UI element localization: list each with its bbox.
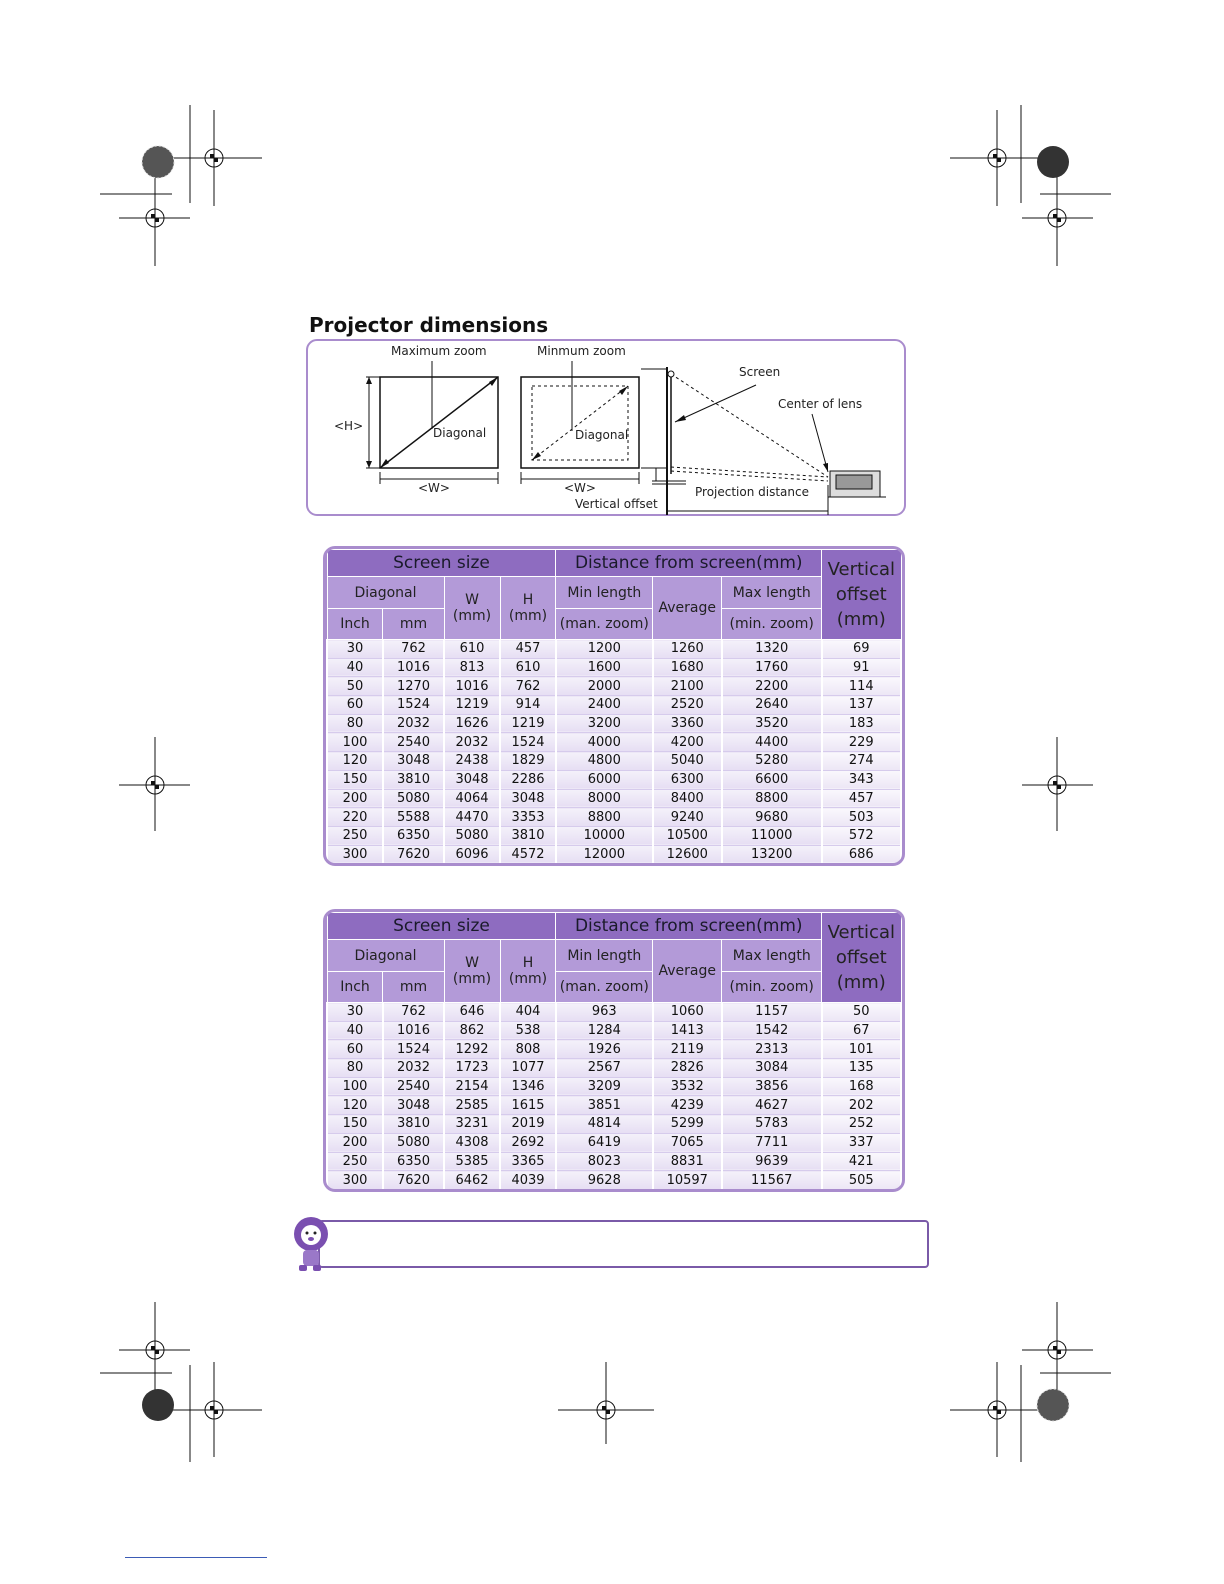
table-cell: 1016 xyxy=(444,677,500,696)
table-cell: 4000 xyxy=(556,733,653,752)
dimensions-table-2 xyxy=(323,909,905,1192)
w-header: W (mm) xyxy=(444,577,500,640)
vertical-offset-header: Vertical offset (mm) xyxy=(822,913,901,1003)
table-cell: 4239 xyxy=(653,1096,722,1115)
table-cell: 10597 xyxy=(653,1171,722,1189)
table-cell: 2032 xyxy=(444,733,500,752)
table-cell: 1926 xyxy=(556,1040,653,1059)
table-cell: 2826 xyxy=(653,1059,722,1078)
table-cell: 5080 xyxy=(383,789,444,808)
table-cell: 2540 xyxy=(383,1077,444,1096)
table-row xyxy=(327,1003,901,1022)
table-cell: 4627 xyxy=(722,1096,822,1115)
table-cell: 11567 xyxy=(722,1171,822,1189)
table-cell: 2585 xyxy=(444,1096,500,1115)
mm-header: mm xyxy=(383,609,444,640)
table-cell: 3810 xyxy=(383,770,444,789)
table-cell: 120 xyxy=(327,752,383,771)
table-cell: 60 xyxy=(327,1040,383,1059)
table-cell: 274 xyxy=(822,752,901,771)
table-cell: 7620 xyxy=(383,845,444,863)
table-cell: 80 xyxy=(327,1059,383,1078)
table-cell: 1260 xyxy=(653,640,722,659)
table-cell: 4800 xyxy=(556,752,653,771)
table-cell: 300 xyxy=(327,1171,383,1189)
table-cell: 2400 xyxy=(556,696,653,715)
min-length-header: Min length xyxy=(556,940,653,972)
table-cell: 2154 xyxy=(444,1077,500,1096)
average-header: Average xyxy=(653,940,722,1003)
table-cell: 610 xyxy=(444,640,500,659)
table-cell: 5299 xyxy=(653,1115,722,1134)
distance-header: Distance from screen(mm) xyxy=(556,550,822,577)
table-cell: 8023 xyxy=(556,1152,653,1171)
table-cell: 1219 xyxy=(500,714,556,733)
mm-header: mm xyxy=(383,972,444,1003)
table-cell: 2200 xyxy=(722,677,822,696)
table-cell: 3048 xyxy=(383,1096,444,1115)
min-zoom-label: Minmum zoom xyxy=(537,344,626,358)
table-cell: 2640 xyxy=(722,696,822,715)
table-cell: 9639 xyxy=(722,1152,822,1171)
table-cell: 4200 xyxy=(653,733,722,752)
table-cell: 250 xyxy=(327,1152,383,1171)
h-header: H (mm) xyxy=(500,940,556,1003)
table-cell: 91 xyxy=(822,658,901,677)
table-cell: 343 xyxy=(822,770,901,789)
table-cell: 120 xyxy=(327,1096,383,1115)
table-cell: 1346 xyxy=(500,1077,556,1096)
width-label-min: <W> xyxy=(564,481,596,495)
table-cell: 503 xyxy=(822,808,901,827)
table-cell: 1200 xyxy=(556,640,653,659)
table-cell: 2438 xyxy=(444,752,500,771)
table-cell: 60 xyxy=(327,696,383,715)
table-cell: 101 xyxy=(822,1040,901,1059)
table-cell: 1680 xyxy=(653,658,722,677)
table-cell: 67 xyxy=(822,1021,901,1040)
table-cell: 457 xyxy=(822,789,901,808)
table-cell: 80 xyxy=(327,714,383,733)
table-cell: 12600 xyxy=(653,845,722,863)
table-cell: 2286 xyxy=(500,770,556,789)
inch-header: Inch xyxy=(327,972,383,1003)
table-cell: 150 xyxy=(327,770,383,789)
table-cell: 1542 xyxy=(722,1021,822,1040)
table-cell: 69 xyxy=(822,640,901,659)
table-cell: 1219 xyxy=(444,696,500,715)
table-cell: 762 xyxy=(500,677,556,696)
table-cell: 114 xyxy=(822,677,901,696)
table-cell: 3048 xyxy=(383,752,444,771)
screen-size-header: Screen size xyxy=(327,913,556,940)
table-cell: 2567 xyxy=(556,1059,653,1078)
diagonal-label-min: Diagonal xyxy=(575,428,629,442)
w-header: W (mm) xyxy=(444,940,500,1003)
table-cell: 538 xyxy=(500,1021,556,1040)
table-cell: 220 xyxy=(327,808,383,827)
table-cell: 100 xyxy=(327,733,383,752)
table-cell: 6096 xyxy=(444,845,500,863)
diagonal-header: Diagonal xyxy=(327,577,444,609)
max-length-header: Max length xyxy=(722,577,822,609)
table-cell: 3532 xyxy=(653,1077,722,1096)
table-cell: 3353 xyxy=(500,808,556,827)
table-cell: 183 xyxy=(822,714,901,733)
table-cell: 6462 xyxy=(444,1171,500,1189)
max-length-header: Max length xyxy=(722,940,822,972)
table-cell: 229 xyxy=(822,733,901,752)
table-cell: 1157 xyxy=(722,1003,822,1022)
table-row xyxy=(327,845,901,863)
lion-mascot-icon xyxy=(289,1214,337,1276)
table-cell: 6419 xyxy=(556,1133,653,1152)
table-row xyxy=(327,1133,901,1152)
table-cell: 3209 xyxy=(556,1077,653,1096)
table-cell: 5588 xyxy=(383,808,444,827)
footer-rule xyxy=(125,1557,267,1558)
man-zoom-header: (man. zoom) xyxy=(556,609,653,640)
table-cell: 6000 xyxy=(556,770,653,789)
table-cell: 3200 xyxy=(556,714,653,733)
table-cell: 4308 xyxy=(444,1133,500,1152)
table-cell: 6350 xyxy=(383,1152,444,1171)
table-cell: 762 xyxy=(383,640,444,659)
diagonal-header: Diagonal xyxy=(327,940,444,972)
table-row xyxy=(327,770,901,789)
min-zoom-header: (min. zoom) xyxy=(722,972,822,1003)
table-cell: 4039 xyxy=(500,1171,556,1189)
table-cell: 1077 xyxy=(500,1059,556,1078)
table-cell: 3810 xyxy=(383,1115,444,1134)
table-cell: 1760 xyxy=(722,658,822,677)
table-cell: 10000 xyxy=(556,826,653,845)
table-row xyxy=(327,658,901,677)
table-row xyxy=(327,1059,901,1078)
table-cell: 168 xyxy=(822,1077,901,1096)
table-cell: 2000 xyxy=(556,677,653,696)
table-cell: 13200 xyxy=(722,845,822,863)
table-cell: 808 xyxy=(500,1040,556,1059)
table-cell: 3810 xyxy=(500,826,556,845)
width-label-max: <W> xyxy=(418,481,450,495)
table-cell: 6350 xyxy=(383,826,444,845)
table-cell: 1270 xyxy=(383,677,444,696)
table-cell: 252 xyxy=(822,1115,901,1134)
table-row xyxy=(327,733,901,752)
table-cell: 3365 xyxy=(500,1152,556,1171)
table-row xyxy=(327,1152,901,1171)
projection-diagram xyxy=(306,339,906,517)
table-cell: 200 xyxy=(327,789,383,808)
table-cell: 4572 xyxy=(500,845,556,863)
table-cell: 963 xyxy=(556,1003,653,1022)
table-cell: 646 xyxy=(444,1003,500,1022)
screen-label: Screen xyxy=(739,365,781,379)
table-row xyxy=(327,826,901,845)
table-cell: 337 xyxy=(822,1133,901,1152)
table-row xyxy=(327,808,901,827)
table-cell: 457 xyxy=(500,640,556,659)
table-cell: 12000 xyxy=(556,845,653,863)
table-cell: 137 xyxy=(822,696,901,715)
table-cell: 1829 xyxy=(500,752,556,771)
table-cell: 404 xyxy=(500,1003,556,1022)
table-cell: 5080 xyxy=(383,1133,444,1152)
table-cell: 2313 xyxy=(722,1040,822,1059)
man-zoom-header: (man. zoom) xyxy=(556,972,653,1003)
table-cell: 6300 xyxy=(653,770,722,789)
page-title: Projector dimensions xyxy=(309,313,549,337)
table-cell: 2520 xyxy=(653,696,722,715)
table-cell: 1524 xyxy=(383,696,444,715)
table-cell: 3084 xyxy=(722,1059,822,1078)
table-row xyxy=(327,1171,901,1189)
table-cell: 10500 xyxy=(653,826,722,845)
table-cell: 2119 xyxy=(653,1040,722,1059)
table-cell: 7711 xyxy=(722,1133,822,1152)
table-cell: 813 xyxy=(444,658,500,677)
table-cell: 3231 xyxy=(444,1115,500,1134)
vertical-offset-label: Vertical offset xyxy=(575,497,658,511)
table-cell: 30 xyxy=(327,1003,383,1022)
table-cell: 3048 xyxy=(500,789,556,808)
table-cell: 686 xyxy=(822,845,901,863)
table-cell: 1413 xyxy=(653,1021,722,1040)
table-row xyxy=(327,1077,901,1096)
table-cell: 505 xyxy=(822,1171,901,1189)
table-row xyxy=(327,1021,901,1040)
table-cell: 300 xyxy=(327,845,383,863)
table-cell: 8400 xyxy=(653,789,722,808)
table-row xyxy=(327,677,901,696)
h-header: H (mm) xyxy=(500,577,556,640)
table-cell: 5040 xyxy=(653,752,722,771)
table-cell: 8831 xyxy=(653,1152,722,1171)
table-row xyxy=(327,640,901,659)
table-cell: 50 xyxy=(327,677,383,696)
inch-header: Inch xyxy=(327,609,383,640)
table-cell: 9680 xyxy=(722,808,822,827)
table-cell: 2032 xyxy=(383,1059,444,1078)
projection-distance-label: Projection distance xyxy=(695,485,809,499)
table-cell: 1626 xyxy=(444,714,500,733)
center-of-lens-label: Center of lens xyxy=(778,397,863,411)
table-cell: 250 xyxy=(327,826,383,845)
table-cell: 2100 xyxy=(653,677,722,696)
table-cell: 8800 xyxy=(556,808,653,827)
table-row xyxy=(327,714,901,733)
height-label: <H> xyxy=(334,419,364,433)
table-cell: 1292 xyxy=(444,1040,500,1059)
table-cell: 2019 xyxy=(500,1115,556,1134)
table-cell: 4470 xyxy=(444,808,500,827)
table-cell: 202 xyxy=(822,1096,901,1115)
table-cell: 135 xyxy=(822,1059,901,1078)
table-cell: 8000 xyxy=(556,789,653,808)
table-cell: 6600 xyxy=(722,770,822,789)
table-cell: 7065 xyxy=(653,1133,722,1152)
distance-header: Distance from screen(mm) xyxy=(556,913,822,940)
table-cell: 11000 xyxy=(722,826,822,845)
table-cell: 40 xyxy=(327,1021,383,1040)
table-row xyxy=(327,789,901,808)
dimensions-table-1 xyxy=(323,546,905,866)
table-cell: 862 xyxy=(444,1021,500,1040)
table-cell: 762 xyxy=(383,1003,444,1022)
table-cell: 5280 xyxy=(722,752,822,771)
table-cell: 30 xyxy=(327,640,383,659)
table-cell: 1600 xyxy=(556,658,653,677)
table-cell: 1320 xyxy=(722,640,822,659)
table-cell: 9240 xyxy=(653,808,722,827)
table-cell: 3851 xyxy=(556,1096,653,1115)
table-cell: 2692 xyxy=(500,1133,556,1152)
table-row xyxy=(327,696,901,715)
table-cell: 3856 xyxy=(722,1077,822,1096)
table-cell: 1524 xyxy=(500,733,556,752)
average-header: Average xyxy=(653,577,722,640)
min-length-header: Min length xyxy=(556,577,653,609)
diagonal-label-max: Diagonal xyxy=(433,426,487,440)
table-cell: 572 xyxy=(822,826,901,845)
table-cell: 1284 xyxy=(556,1021,653,1040)
table-cell: 150 xyxy=(327,1115,383,1134)
table-cell: 5385 xyxy=(444,1152,500,1171)
max-zoom-label: Maximum zoom xyxy=(391,344,487,358)
table-cell: 1524 xyxy=(383,1040,444,1059)
table-cell: 9628 xyxy=(556,1171,653,1189)
table-cell: 1723 xyxy=(444,1059,500,1078)
note-box xyxy=(318,1220,929,1268)
table-cell: 4400 xyxy=(722,733,822,752)
table-row xyxy=(327,1115,901,1134)
table-row xyxy=(327,752,901,771)
table-cell: 4064 xyxy=(444,789,500,808)
table-cell: 3520 xyxy=(722,714,822,733)
table-cell: 3360 xyxy=(653,714,722,733)
min-zoom-header: (min. zoom) xyxy=(722,609,822,640)
table-cell: 1060 xyxy=(653,1003,722,1022)
table-cell: 40 xyxy=(327,658,383,677)
table-row xyxy=(327,1096,901,1115)
table-cell: 7620 xyxy=(383,1171,444,1189)
table-cell: 610 xyxy=(500,658,556,677)
table-cell: 8800 xyxy=(722,789,822,808)
table-cell: 2032 xyxy=(383,714,444,733)
table-cell: 200 xyxy=(327,1133,383,1152)
table-cell: 421 xyxy=(822,1152,901,1171)
table-cell: 2540 xyxy=(383,733,444,752)
table-cell: 50 xyxy=(822,1003,901,1022)
table-cell: 100 xyxy=(327,1077,383,1096)
table-cell: 4814 xyxy=(556,1115,653,1134)
table-cell: 1615 xyxy=(500,1096,556,1115)
table-cell: 3048 xyxy=(444,770,500,789)
table-row xyxy=(327,1040,901,1059)
table-cell: 5080 xyxy=(444,826,500,845)
table-cell: 1016 xyxy=(383,1021,444,1040)
screen-size-header: Screen size xyxy=(327,550,556,577)
vertical-offset-header: Vertical offset (mm) xyxy=(822,550,901,640)
table-cell: 914 xyxy=(500,696,556,715)
table-cell: 5783 xyxy=(722,1115,822,1134)
table-cell: 1016 xyxy=(383,658,444,677)
